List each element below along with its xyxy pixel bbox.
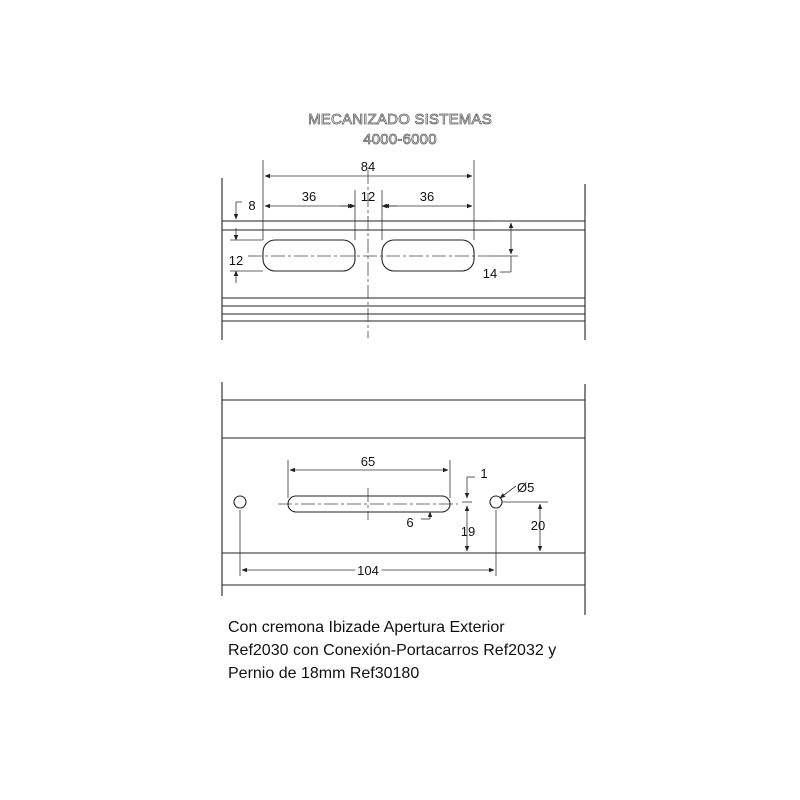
dim-slot-left: 36 [301,189,317,204]
header-title: MECANIZADO SISTEMAS [308,111,492,128]
slot-right [382,240,474,271]
hole-left [234,496,246,508]
dim-gap: 12 [360,189,376,204]
dim-total-width: 84 [360,159,376,174]
profile-outline-bottom [222,382,585,615]
dim-hole-diameter: Ø5 [517,480,535,495]
drawing-caption [228,616,648,685]
header-subtitle: 4000-6000 [363,131,437,148]
top-view [222,159,585,340]
dim-clearance: 1 [480,466,488,481]
caption-line-1: Con cremona Ibizade Apertura Exterior [228,619,505,636]
dim-slot-width: 6 [406,515,414,530]
dim-slot-length: 65 [360,454,376,469]
drawing-header [308,111,492,148]
caption-line-3: Pernio de 18mm Ref30180 [228,665,420,682]
slot-left [263,240,355,271]
caption-line-2: Ref2030 con Conexión-Portacarros Ref2032 y [228,642,557,659]
bottom-view [222,382,585,615]
dim-edge-offset: 8 [248,198,256,213]
dim-hole-distance: 104 [357,563,379,578]
dim-slot-offset: 19 [460,524,476,539]
dim-slot-height: 12 [228,253,244,268]
dim-depth: 14 [482,266,498,281]
profile-outline [222,178,585,340]
dim-hole-offset: 20 [530,518,546,533]
dim-slot-right: 36 [419,189,435,204]
